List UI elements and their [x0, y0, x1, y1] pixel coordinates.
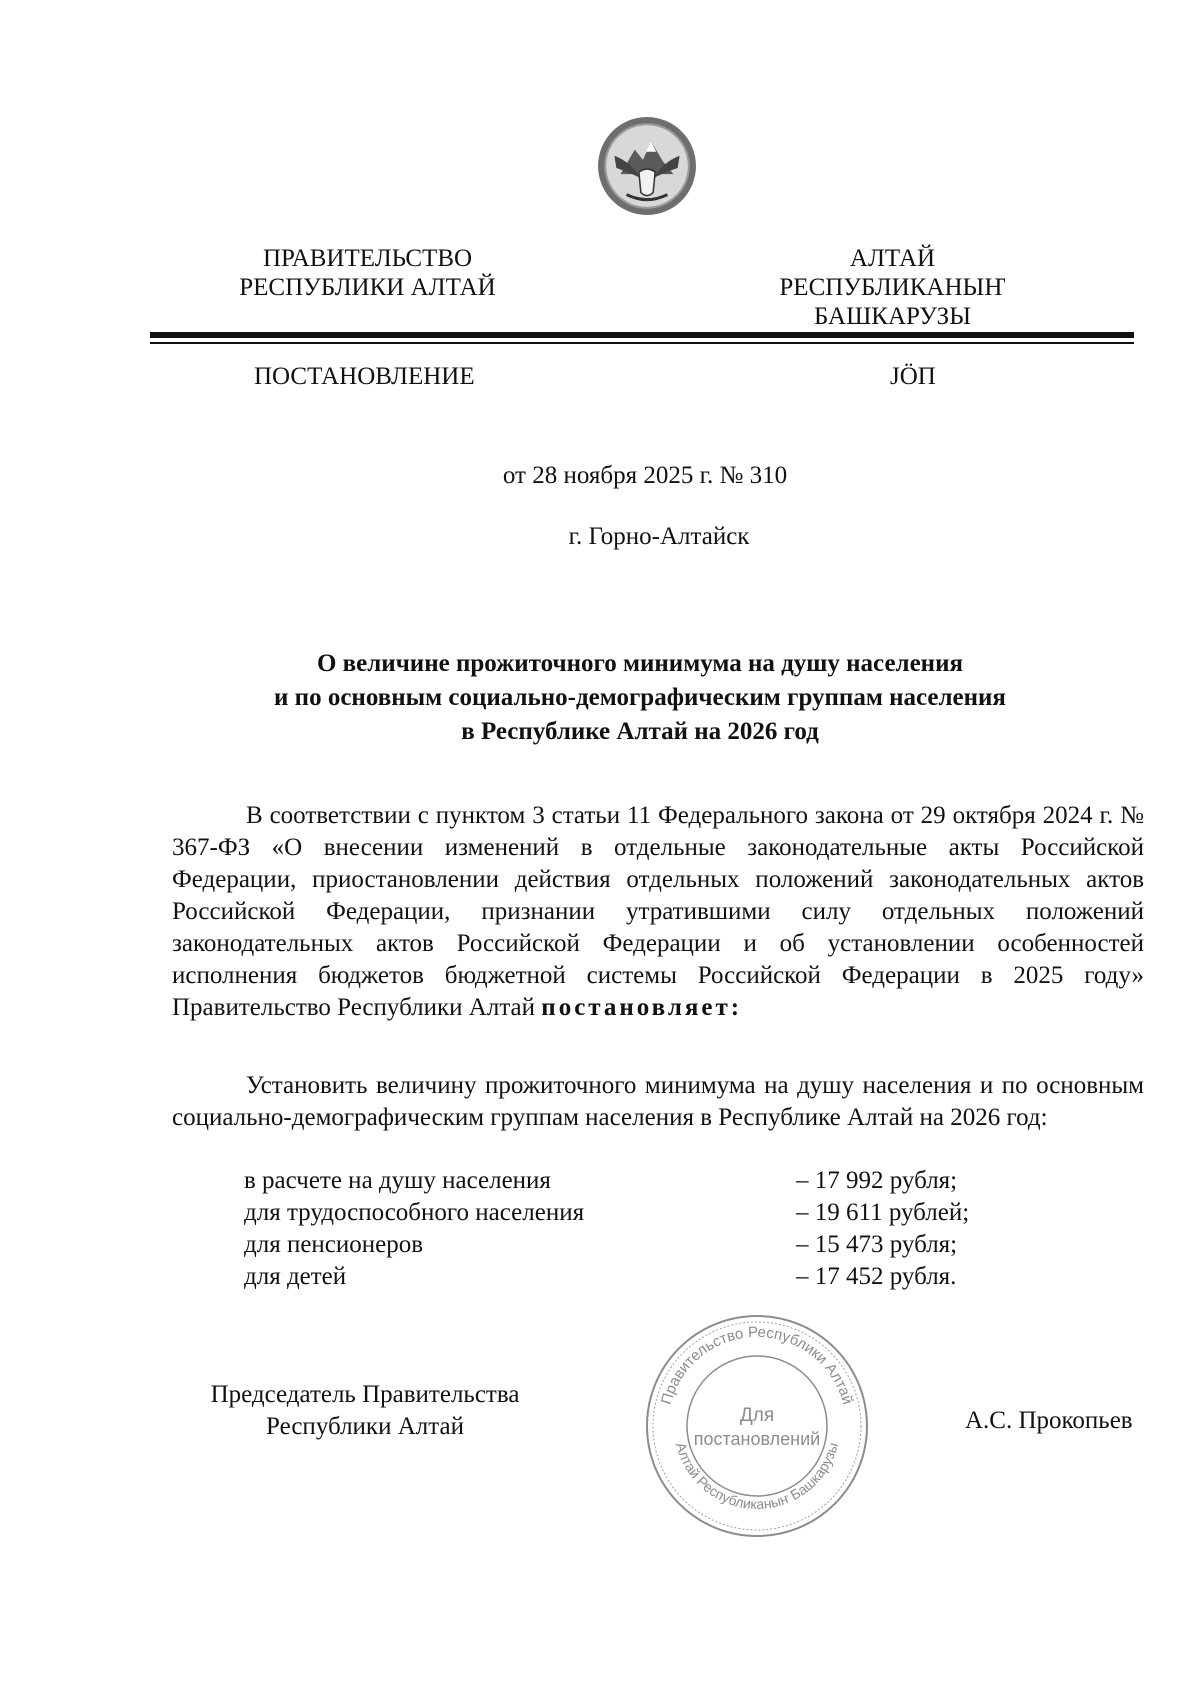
title-line-2: и по основным социально-демографическим группам населения	[274, 684, 1006, 711]
document-city: г. Горно-Алтайск	[568, 523, 750, 550]
document-title	[180, 647, 1100, 749]
header-divider-thin	[150, 342, 1134, 344]
header-right	[755, 244, 1030, 331]
signatory-title	[200, 1379, 530, 1443]
limit-value-working-age: – 19 611 рублей;	[796, 1199, 970, 1226]
preamble-text: В соответствии с пунктом 3 статьи 11 Федерального закона от 29 октября 2024 г. № 367-ФЗ «О внесении изменений в отдельные законодательные акты Российской Федерации, приостановлении действия отдельных положений законодательных актов Российской Федерации, признании утратившими силу отдельных положений законодательных актов Российской Федерации и об установлении особенностей исполнения бюджетов бюджетной системы Российской Федерации в 2025 году» Правительство Республики Алтай	[172, 802, 1144, 1021]
decision-paragraph: Установить величину прожиточного минимума на душу населения и по основным социально-демографическим группам населения в Республике Алтай на 2026 год:	[172, 1072, 1144, 1131]
seal-bottom-text: Алтай Республиканыҥ Башкарузы	[673, 1440, 842, 1513]
limit-value-pensioners: – 15 473 рубля;	[796, 1231, 958, 1258]
doc-type-altai: JÖП	[890, 363, 936, 390]
header-left	[230, 244, 505, 302]
document-date-number: от 28 ноября 2025 г. № 310	[502, 462, 788, 489]
limit-value-per-capita: – 17 992 рубля;	[796, 1167, 958, 1194]
seal-center-line-1: Для	[739, 1405, 775, 1426]
signatory-title-line-1: Председатель Правительства	[210, 1381, 520, 1408]
title-line-1: О величине прожиточного минимума на душу населения	[316, 650, 964, 677]
limit-label-pensioners: для пенсионеров	[244, 1231, 424, 1258]
header-right-line-1: АЛТАЙ РЕСПУБЛИКАНЫҤ	[779, 245, 1006, 301]
header-left-line-1: ПРАВИТЕЛЬСТВО	[262, 245, 473, 272]
decree-word: постановляет:	[541, 994, 743, 1021]
preamble-paragraph	[172, 800, 1144, 1024]
limit-label-children: для детей	[244, 1263, 347, 1290]
signatory-title-line-2: Республики Алтай	[266, 1413, 464, 1440]
limit-label-per-capita: в расчете на душу населения	[244, 1167, 551, 1194]
header-left-line-2: РЕСПУБЛИКИ АЛТАЙ	[239, 274, 496, 301]
header-divider-thick	[150, 332, 1134, 338]
title-line-3: в Республике Алтай на 2026 год	[461, 718, 819, 745]
limit-value-children: – 17 452 рубля.	[796, 1263, 957, 1290]
svg-text:Правительство Республики Алтай	[658, 1324, 856, 1406]
header-right-line-2: БАШКАРУЗЫ	[813, 303, 971, 330]
signatory-name: А.С. Прокопьев	[965, 1407, 1133, 1434]
doc-type-russian: ПОСТАНОВЛЕНИЕ	[254, 363, 475, 390]
limit-label-working-age: для трудоспособного населения	[244, 1199, 585, 1226]
official-seal-icon	[644, 1313, 870, 1539]
seal-center-line-2: постановлений	[693, 1429, 821, 1449]
svg-text:Алтай Республиканыҥ Башкарузы	[673, 1441, 841, 1512]
coat-of-arms-icon	[596, 115, 698, 217]
seal-outer-text: Правительство Республики Алтай	[657, 1323, 857, 1407]
